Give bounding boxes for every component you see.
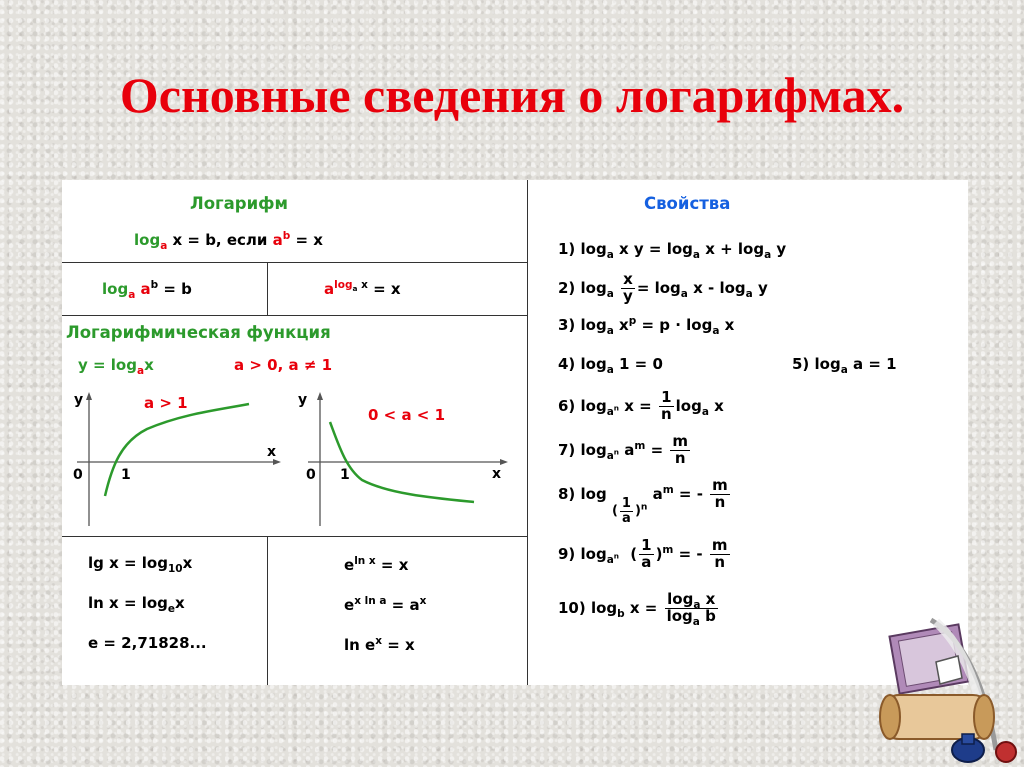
center-divider (527, 180, 528, 685)
property-2: 2) $\log_a$ $\frac{x}{y}$ = $\log_a x - \log_a y$ (558, 270, 768, 305)
property-6: 6) $\log_{a^n} x$ = $\frac{1}{n}$ $\log_a x$ (558, 388, 724, 423)
graph-decreasing (294, 386, 509, 532)
row-divider-3 (62, 536, 527, 537)
graph1-tick-one: 1 (121, 467, 131, 483)
identity-basic-log: $a^{log_a x} = x$ (324, 279, 401, 298)
graph2-y-label: y (298, 392, 308, 408)
graph1-x-label: x (267, 444, 277, 460)
property-3: 3) $\log_a x^p = p \cdot \log_a x$ (558, 315, 735, 337)
properties-heading: Свойства (644, 194, 731, 213)
function-heading: Логарифмическая функция (66, 323, 331, 342)
property-10: 10) $\log_b x$ = $\frac{\log_a x}{\log_a b}$ (558, 590, 716, 628)
cell-divider-1 (267, 262, 268, 315)
graph2-tick-one: 1 (340, 467, 350, 483)
logarithm-heading: Логарифм (190, 194, 289, 213)
graph2-origin: 0 (306, 467, 316, 483)
lg-definition: $\lg x = \log_{10}x$ (88, 554, 193, 575)
graph1-y-label: y (74, 392, 84, 408)
property-8: 8) log ( $\frac{1}{a}$ )$^n$ $a^m$ = - $\frac{m}{n}$ (558, 476, 728, 526)
graph1-caption: a > 1 (144, 394, 188, 412)
graph1-origin: 0 (73, 467, 83, 483)
ln-exp-identity: $\ln e^x = x$ (344, 635, 415, 654)
function-condition: a > 0, a ≠ 1 (234, 356, 333, 374)
cell-divider-2 (267, 536, 268, 685)
graph2-caption: 0 < a < 1 (368, 406, 446, 424)
graph2-x-label: x (492, 466, 502, 482)
property-7: 7) $\log_{a^n} a^m$ = $\frac{m}{n}$ (558, 432, 689, 467)
scroll-book-quill-illustration (876, 600, 1024, 767)
e-value: e = 2,71828... (88, 634, 207, 652)
property-9: 9) $\log_{a^n}$ ( $\frac{1}{a}$ )$^m$ = - $\frac{m}{n}$ (558, 536, 728, 571)
property-1: 1) $\log_a x$ $y = \log_a x + \log_a y$ (558, 240, 787, 261)
row-divider-2 (62, 315, 527, 316)
ln-definition: $\ln x = \log_ex$ (88, 594, 185, 615)
graph-increasing (67, 386, 282, 532)
exp-ln-identity: $e^{ln x} = x$ (344, 555, 409, 574)
exp-xlna-identity: $e^{x ln a} = a^x$ (344, 595, 427, 614)
identity-log-a-power: $\log_a a^b = b$ (102, 279, 192, 301)
formula-panel (62, 180, 968, 685)
property-4: 4) $\log_a 1 = 0$ (558, 355, 663, 376)
row-divider-1 (62, 262, 527, 263)
page-title: Основные сведения о логарифмах. (119, 67, 905, 123)
property-5: 5) $\log_a a = 1$ (792, 355, 897, 376)
logarithm-definition: $\log_a x = b$, если $a^b = x$ (134, 230, 323, 252)
function-equation: $y = \log_ax$ (78, 356, 154, 377)
